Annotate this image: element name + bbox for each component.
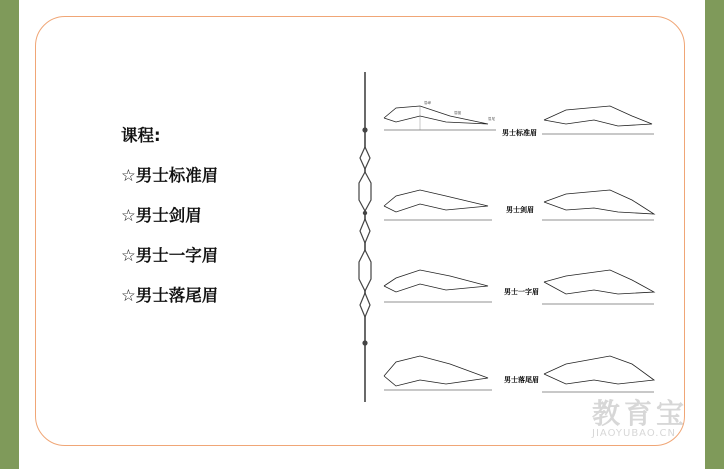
watermark <box>592 392 712 439</box>
brow-label-sword: 男士剑眉 <box>506 206 534 214</box>
brow-diagram-sword <box>384 190 654 220</box>
ornamental-divider <box>355 72 375 402</box>
brow-diagrams <box>376 96 666 406</box>
course-item-sword: ☆男士剑眉 <box>121 206 202 225</box>
brow-diagram-drooping <box>384 356 654 392</box>
course-title: 课程: <box>121 126 161 145</box>
watermark-cn: 教育宝 <box>592 397 689 430</box>
brow-diagram-straight <box>384 270 654 304</box>
brow-term-peak: 眉峰 <box>424 101 431 105</box>
course-list <box>121 124 341 324</box>
brow-diagram-standard <box>384 100 654 137</box>
brow-term-tail: 眉尾 <box>488 117 495 121</box>
course-item-straight: ☆男士一字眉 <box>121 246 219 265</box>
course-item-standard: ☆男士标准眉 <box>121 166 219 185</box>
brow-label-standard: 男士标准眉 <box>502 129 537 137</box>
brow-term-waist: 眉腰 <box>454 111 461 115</box>
brow-label-straight: 男士一字眉 <box>504 288 539 296</box>
brow-label-drooping: 男士落尾眉 <box>504 376 539 384</box>
course-item-drooping: ☆男士落尾眉 <box>121 286 219 305</box>
watermark-en: JIAOYUBAO.CN <box>592 428 676 439</box>
